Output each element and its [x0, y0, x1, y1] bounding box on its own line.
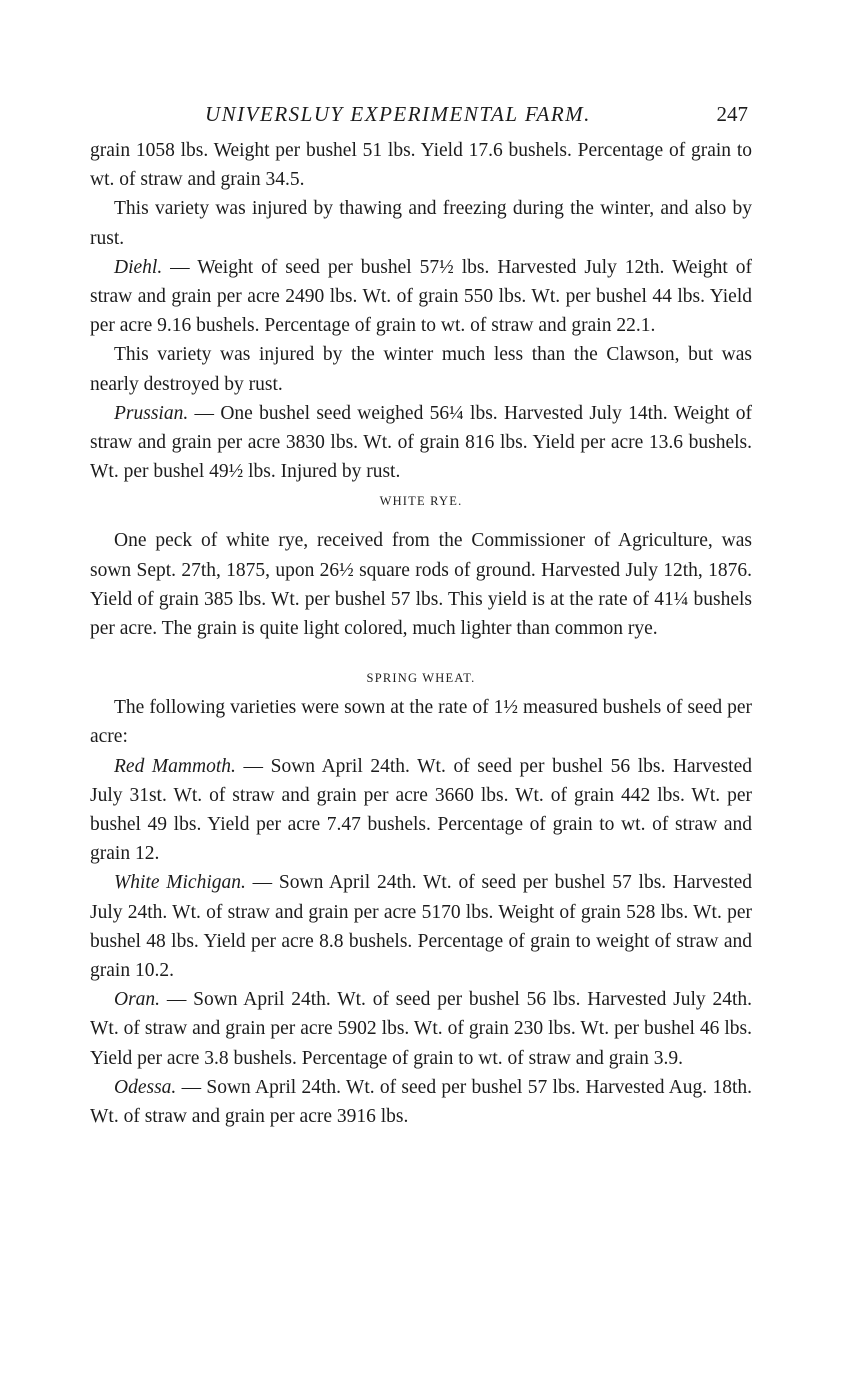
variety-name-red-mammoth: Red Mammoth.	[114, 755, 236, 777]
variety-name-white-michigan: White Michigan.	[114, 872, 246, 894]
spacer	[90, 643, 752, 663]
white-michigan-text: — Sown April 24th. Wt. of seed per bushel 57 lbs. Harvested July 24th. Wt. of straw and grain per acre 5170 lbs. Weight of grain 528 lbs. Wt. per bushel 48 lbs. Yield per acre 8.8 bushels. Percentage of grain to weight of straw and grain 10.2.	[90, 872, 752, 982]
paragraph-red-mammoth	[90, 752, 752, 869]
variety-name-prussian: Prussian.	[114, 402, 189, 424]
section-heading-white-rye: WHITE RYE.	[379, 494, 463, 509]
paragraph-continuation: grain 1058 lbs. Weight per bushel 51 lbs. Yield 17.6 bushels. Percentage of grain to wt. of straw and grain 34.5.	[90, 140, 752, 191]
odessa-text: — Sown April 24th. Wt. of seed per bushel 57 lbs. Harvested Aug. 18th. Wt. of straw and grain per acre 3916 lbs.	[90, 1076, 752, 1128]
spacer	[90, 512, 752, 526]
paragraph-spring-wheat-intro: The following varieties were sown at the rate of 1½ measured bushels of seed per acre:	[90, 697, 752, 748]
variety-name-diehl: Diehl.	[114, 256, 163, 278]
red-mammoth-text: — Sown April 24th. Wt. of seed per bushel 56 lbs. Harvested July 31st. Wt. of straw and grain per acre 3660 lbs. Wt. of grain 442 lbs. Wt. per bushel 49 lbs. Yield per acre 7.47 bushels. Percentage of grain to wt. of straw and grain 12.	[90, 755, 752, 865]
page-number: 247	[716, 102, 748, 126]
section-heading-spring-wheat: SPRING WHEAT.	[366, 671, 476, 686]
diehl-text: — Weight of seed per bushel 57½ lbs. Harvested July 12th. Weight of straw and grain per acre 2490 lbs. Wt. of grain 550 lbs. Wt. per bushel 44 lbs. Yield per acre 9.16 bushels. Percentage of grain to wt. of straw and grain 22.1.	[90, 256, 752, 337]
page	[90, 96, 752, 1131]
running-title: UNIVERSLUY EXPERIMENTAL FARM.	[205, 102, 591, 126]
paragraph-odessa	[90, 1073, 752, 1131]
prussian-text: — One bushel seed weighed 56¼ lbs. Harvested July 14th. Weight of straw and grain per acre 3830 lbs. Wt. of grain 816 lbs. Yield per acre 13.6 bushels. Wt. per bushel 49½ lbs. Injured by rust.	[90, 402, 752, 483]
page-header	[90, 96, 752, 136]
oran-text: — Sown April 24th. Wt. of seed per bushel 56 lbs. Harvested July 24th. Wt. of straw and grain per acre 5902 lbs. Wt. of grain 230 lbs. Wt. per bushel 46 lbs. Yield per acre 3.8 bushels. Percentage of grain to wt. of straw and grain 3.9.	[90, 989, 752, 1069]
paragraph-diehl	[90, 253, 752, 341]
paragraph-white-michigan	[90, 868, 752, 985]
variety-name-oran: Oran.	[114, 989, 161, 1011]
paragraph-white-rye: One peck of white rye, received from the Commissioner of Agriculture, was sown Sept. 27th, 1875, upon 26½ square rods of ground. Harvested July 12th, 1876. Yield of grain 385 lbs. Wt. per bushel 57 lbs. This yield is at the rate of 41¼ bushels per acre. The grain is quite light colored, much lighter than common rye.	[90, 530, 752, 640]
paragraph-winter-note: This variety was injured by the winter much less than the Clawson, but was nearly destroyed by rust.	[90, 344, 752, 395]
paragraph-prussian	[90, 399, 752, 487]
variety-name-odessa: Odessa.	[114, 1076, 177, 1098]
paragraph-oran	[90, 985, 752, 1073]
paragraph-injury-note: This variety was injured by thawing and freezing during the winter, and also by rust.	[90, 198, 752, 249]
